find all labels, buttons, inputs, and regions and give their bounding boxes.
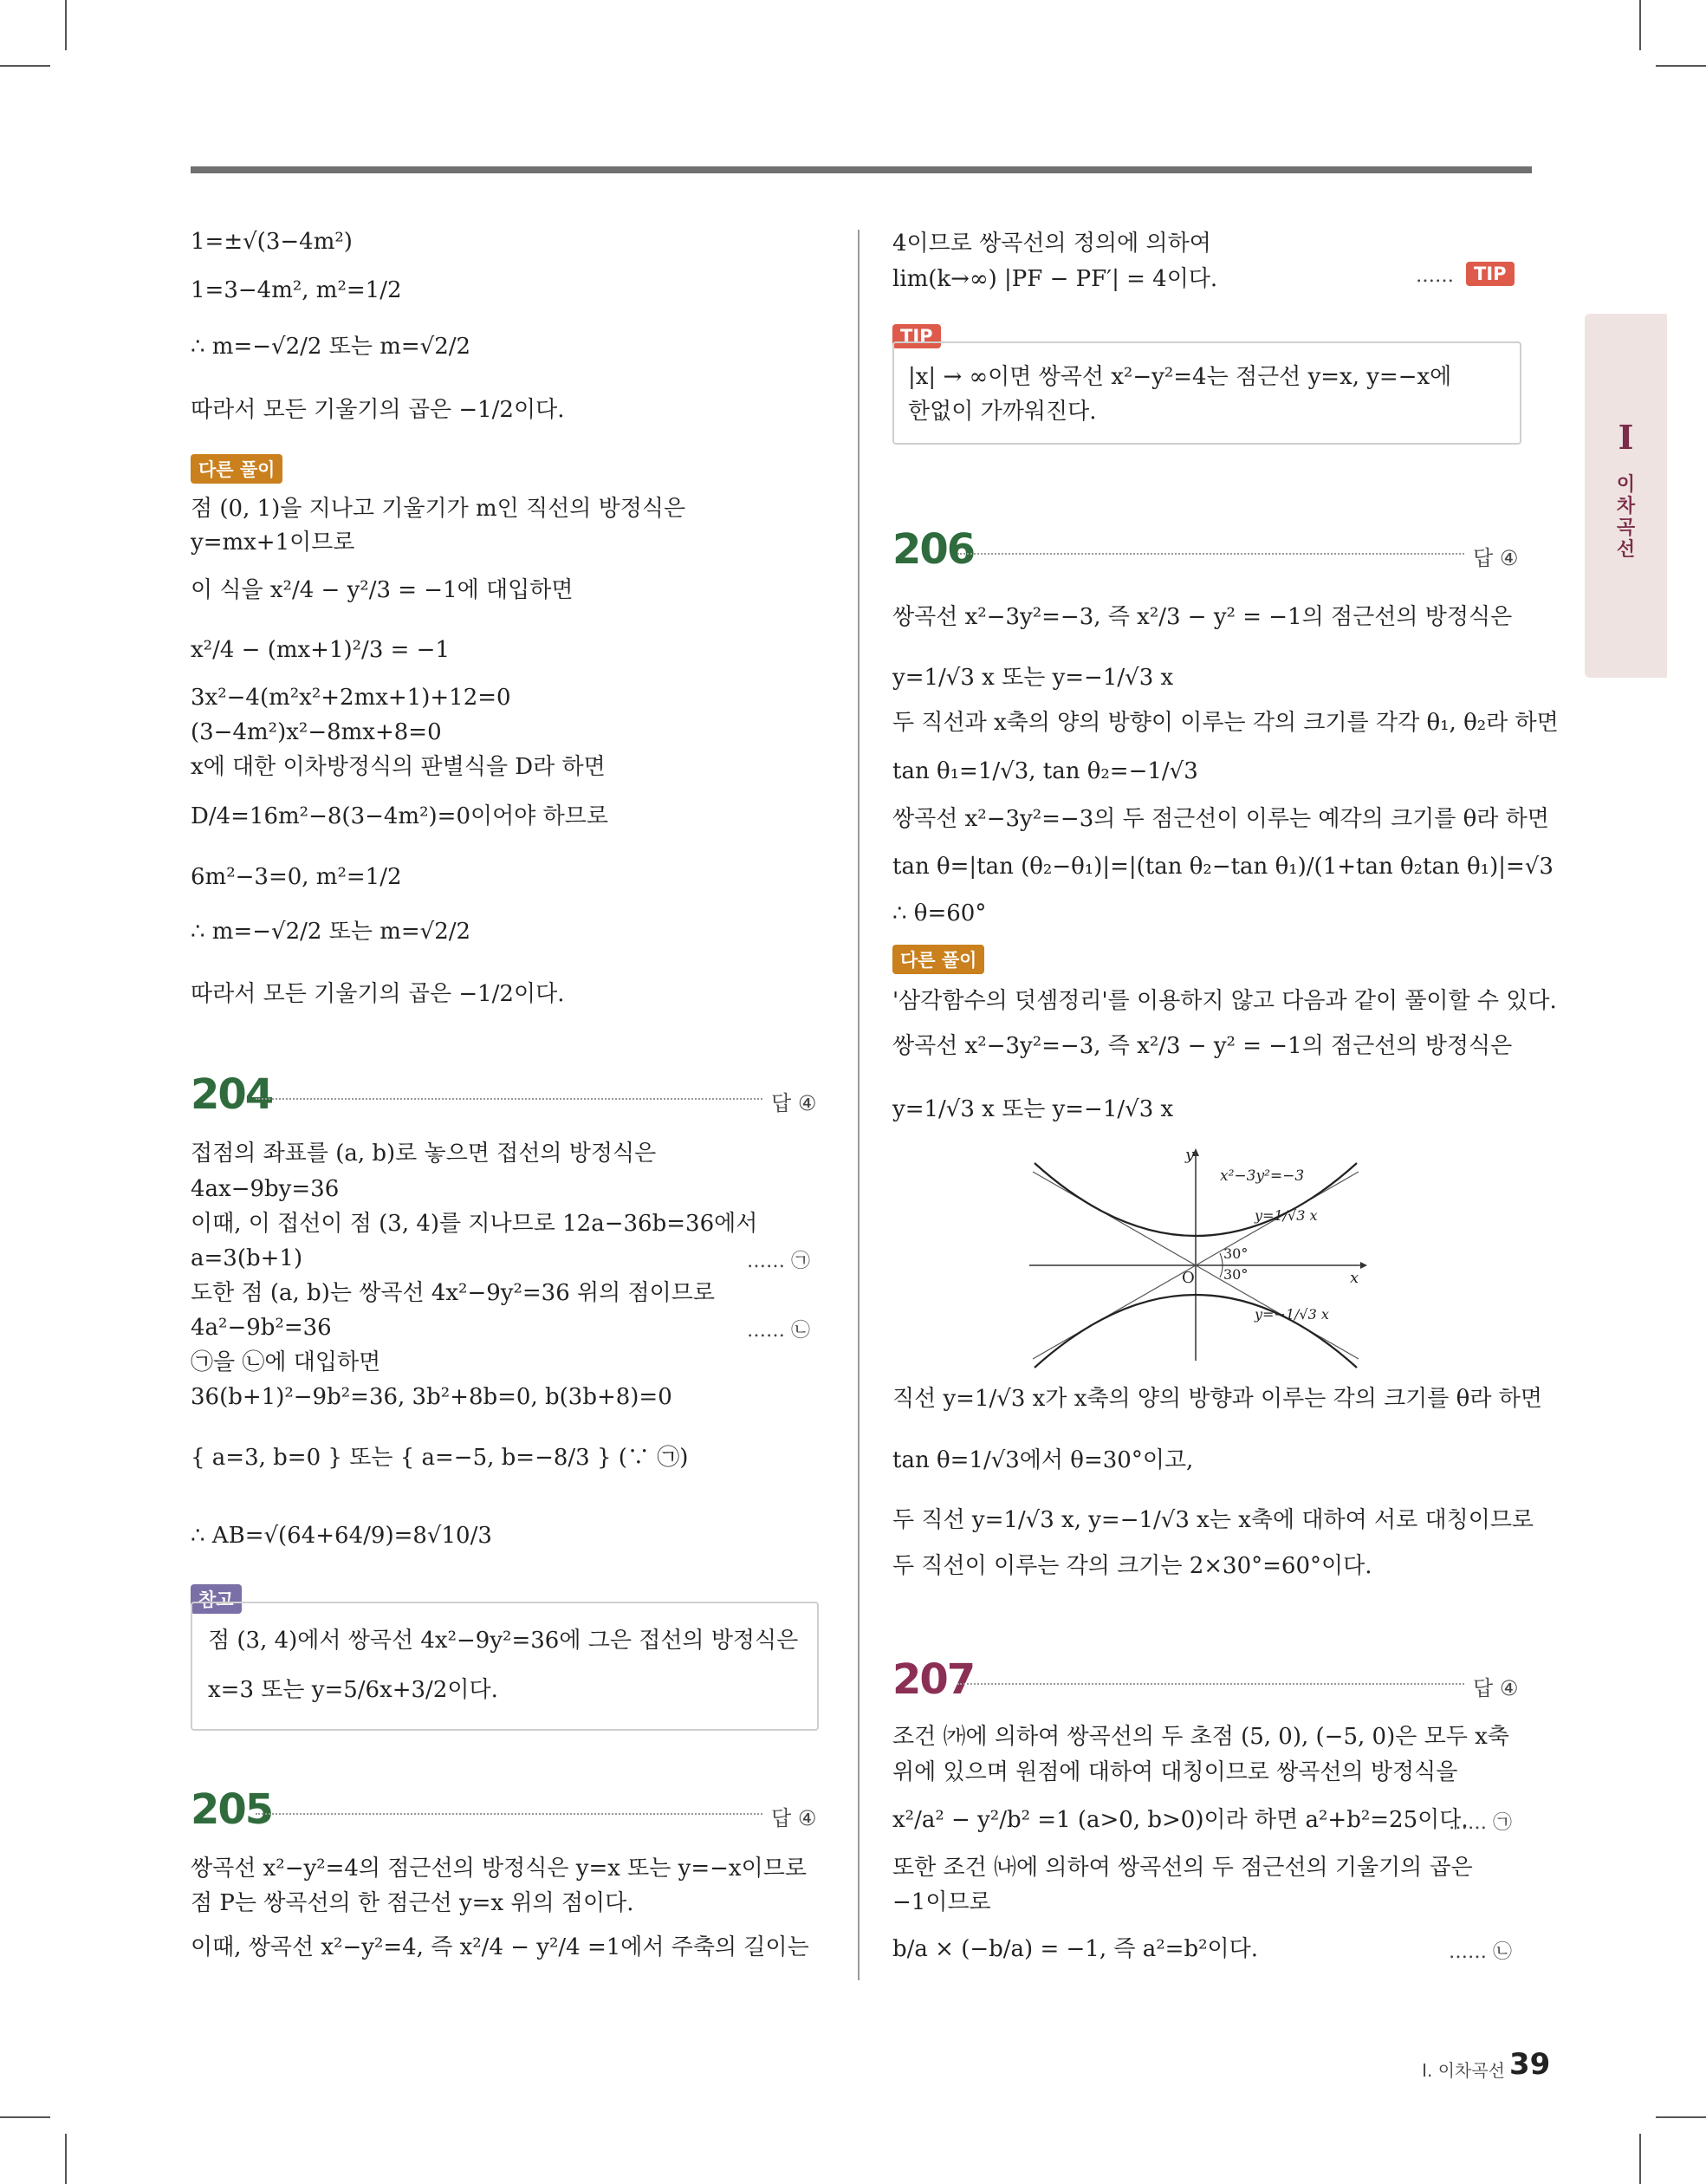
- left-line: 이 식을 x²/4 − y²/3 = −1에 대입하면: [191, 577, 574, 603]
- crop-mark: [65, 0, 67, 50]
- page-number: 39: [1509, 2047, 1551, 2082]
- p206-line: y=1/√3 x 또는 y=−1/√3 x: [892, 665, 1174, 691]
- p206-line: 두 직선과 x축의 양의 방향이 이루는 각의 크기를 각각 θ₁, θ₂라 하면: [892, 710, 1559, 736]
- asymptote-upper-label: y=1/√3 x: [1255, 1207, 1318, 1224]
- chapter-char: 이: [1616, 474, 1636, 496]
- column-divider: [858, 230, 859, 1980]
- p206-alt-line: y=1/√3 x 또는 y=−1/√3 x: [892, 1096, 1174, 1122]
- p204-line: ㉠을 ㉡에 대입하면: [191, 1349, 381, 1375]
- chapter-char: 곡: [1616, 517, 1636, 539]
- angle-upper-label: 30°: [1223, 1245, 1249, 1262]
- alt-solution-tag: 다른 풀이: [892, 945, 984, 974]
- p204-line: 도한 점 (a, b)는 쌍곡선 4x²−9y²=36 위의 점이므로: [191, 1280, 715, 1306]
- left-line: 3x²−4(m²x²+2mx+1)+12=0: [191, 685, 511, 711]
- axis-x-label: x: [1350, 1269, 1359, 1287]
- p204-line: { a=3, b=0 } 또는 { a=−5, b=−8/3 } (∵ ㉠): [191, 1445, 689, 1471]
- p206-after-line: 직선 y=1/√3 x가 x축의 양의 방향과 이루는 각의 크기를 θ라 하면: [892, 1386, 1542, 1412]
- p204-line: 4ax−9by=36: [191, 1176, 340, 1202]
- tip-line: 한없이 가까워진다.: [908, 399, 1097, 425]
- footer-chapter: Ⅰ. 이차곡선: [1422, 2060, 1505, 2081]
- p204-line: ∴ AB=√(64+64/9)=8√10/3: [191, 1523, 492, 1549]
- header-rule: [191, 166, 1532, 173]
- p204-line: a=3(b+1): [191, 1245, 303, 1271]
- crop-mark: [1639, 0, 1641, 50]
- p206-line: 쌍곡선 x²−3y²=−3, 즉 x²/3 − y² = −1의 점근선의 방정식은: [892, 604, 1513, 630]
- left-line: y=mx+1이므로: [191, 530, 355, 556]
- left-line: 1=3−4m², m²=1/2: [191, 277, 402, 303]
- p207-line: x²/a² − y²/b² =1 (a>0, b>0)이라 하면 a²+b²=25이다.: [892, 1807, 1469, 1833]
- p207-line: 위에 있으며 원점에 대하여 대칭이므로 쌍곡선의 방정식을: [892, 1759, 1458, 1785]
- equation-mark: …… ㉡: [747, 1320, 810, 1342]
- left-line: 점 (0, 1)을 지나고 기울기가 m인 직선의 방정식은: [191, 496, 686, 522]
- angle-lower-label: 30°: [1223, 1266, 1249, 1283]
- dotted-leader: [256, 1098, 762, 1100]
- answer-206: 답 ④: [1473, 546, 1519, 570]
- p206-line: tan θ=|tan (θ₂−θ₁)|=|(tan θ₂−tan θ₁)/(1+tan θ₂tan θ₁)|=√3: [892, 854, 1554, 880]
- chapter-side-tab: [1585, 314, 1667, 678]
- p206-alt-line: '삼각함수의 덧셈정리'를 이용하지 않고 다음과 같이 풀이할 수 있다.: [892, 988, 1557, 1014]
- answer-204: 답 ④: [771, 1091, 817, 1115]
- problem-number-206: 206: [892, 525, 975, 574]
- p206-after-line: 두 직선 y=1/√3 x, y=−1/√3 x는 x축에 대하여 서로 대칭이므로: [892, 1507, 1534, 1533]
- origin-label: O: [1182, 1269, 1195, 1287]
- p206-line: ∴ θ=60°: [892, 900, 987, 926]
- p204-line: 36(b+1)²−9b²=36, 3b²+8b=0, b(3b+8)=0: [191, 1384, 672, 1410]
- right-line: lim(k→∞) |PF − PF′| = 4이다.: [892, 266, 1218, 292]
- left-line: 6m²−3=0, m²=1/2: [191, 864, 402, 890]
- p204-line: 접점의 좌표를 (a, b)로 놓으면 접선의 방정식은: [191, 1141, 657, 1167]
- left-line: D/4=16m²−8(3−4m²)=0이어야 하므로: [191, 803, 608, 829]
- p206-after-line: 두 직선이 이루는 각의 크기는 2×30°=60°이다.: [892, 1553, 1372, 1579]
- p206-line: tan θ₁=1/√3, tan θ₂=−1/√3: [892, 758, 1198, 784]
- p204-line: 이때, 이 접선이 점 (3, 4)를 지나므로 12a−36b=36에서: [191, 1211, 758, 1237]
- p207-line: b/a × (−b/a) = −1, 즉 a²=b²이다.: [892, 1936, 1259, 1962]
- equation-mark: …… ㉡: [1449, 1941, 1512, 1963]
- reference-box: [191, 1602, 819, 1731]
- p205-line: 쌍곡선 x²−y²=4의 점근선의 방정식은 y=x 또는 y=−x이므로: [191, 1856, 807, 1882]
- p206-after-line: tan θ=1/√3에서 θ=30°이고,: [892, 1447, 1194, 1473]
- p206-alt-line: 쌍곡선 x²−3y²=−3, 즉 x²/3 − y² = −1의 점근선의 방정식은: [892, 1033, 1513, 1059]
- dotted-leader: [256, 1813, 762, 1815]
- alt-solution-tag: 다른 풀이: [191, 454, 282, 484]
- answer-207: 답 ④: [1473, 1676, 1519, 1700]
- crop-mark: [1656, 65, 1706, 67]
- equation-mark: …… ㉠: [747, 1251, 810, 1272]
- chapter-char: 선: [1616, 539, 1636, 561]
- left-line: 따라서 모든 기울기의 곱은 −1/2이다.: [191, 981, 565, 1007]
- tip-line: |x| → ∞이면 쌍곡선 x²−y²=4는 점근선 y=x, y=−x에: [908, 364, 1452, 390]
- dotted-leader: [957, 1683, 1464, 1685]
- x-axis-arrow: [1360, 1262, 1367, 1269]
- tip-box: [892, 341, 1521, 445]
- p205-line: 점 P는 쌍곡선의 한 점근선 y=x 위의 점이다.: [191, 1890, 634, 1916]
- p207-line: 조건 ㈎에 의하여 쌍곡선의 두 초점 (5, 0), (−5, 0)은 모두 x축: [892, 1724, 1509, 1750]
- p207-line: −1이므로: [892, 1889, 991, 1915]
- reference-line: x=3 또는 y=5/6x+3/2이다.: [208, 1677, 498, 1703]
- left-line: ∴ m=−√2/2 또는 m=√2/2: [191, 919, 471, 945]
- answer-205: 답 ④: [771, 1806, 817, 1830]
- problem-number-207: 207: [892, 1655, 975, 1704]
- crop-mark: [1656, 2116, 1706, 2118]
- left-line: x에 대한 이차방정식의 판별식을 D라 하면: [191, 754, 606, 780]
- crop-mark: [0, 65, 50, 67]
- tip-tag: TIP: [1466, 262, 1515, 286]
- left-line: x²/4 − (mx+1)²/3 = −1: [191, 637, 450, 663]
- chapter-char: 차: [1616, 496, 1636, 517]
- tip-reference-mark: ……: [1416, 265, 1454, 287]
- left-line: ∴ m=−√2/2 또는 m=√2/2: [191, 334, 471, 360]
- problem-number-204: 204: [191, 1070, 273, 1119]
- reference-tag: 참고: [191, 1584, 242, 1614]
- axis-y-label: y: [1185, 1146, 1195, 1164]
- p207-line: 또한 조건 ㈏에 의하여 쌍곡선의 두 점근선의 기울기의 곱은: [892, 1855, 1473, 1881]
- left-line: (3−4m²)x²−8mx+8=0: [191, 719, 442, 745]
- chapter-numeral: I: [1618, 418, 1634, 457]
- tip-tag: TIP: [892, 324, 941, 348]
- p206-line: 쌍곡선 x²−3y²=−3의 두 점근선이 이루는 예각의 크기를 θ라 하면: [892, 806, 1549, 832]
- problem-number-205: 205: [191, 1785, 273, 1834]
- left-line: 따라서 모든 기울기의 곱은 −1/2이다.: [191, 397, 565, 423]
- p205-line: 이때, 쌍곡선 x²−y²=4, 즉 x²/4 − y²/4 =1에서 주축의 길이는: [191, 1934, 809, 1960]
- hyperbola-graph: [1022, 1144, 1369, 1369]
- dotted-leader: [957, 553, 1464, 555]
- left-line: 1=±√(3−4m²): [191, 229, 353, 255]
- crop-mark: [0, 2116, 50, 2118]
- curve-label: x²−3y²=−3: [1220, 1167, 1305, 1185]
- reference-line: 점 (3, 4)에서 쌍곡선 4x²−9y²=36에 그은 접선의 방정식은: [208, 1628, 799, 1654]
- asymptote-lower-label: y=−1/√3 x: [1255, 1306, 1329, 1323]
- crop-mark: [1639, 2134, 1641, 2184]
- right-line: 4이므로 쌍곡선의 정의에 의하여: [892, 231, 1211, 257]
- equation-mark: …… ㉠: [1449, 1812, 1512, 1834]
- p204-line: 4a²−9b²=36: [191, 1315, 332, 1341]
- crop-mark: [65, 2134, 67, 2184]
